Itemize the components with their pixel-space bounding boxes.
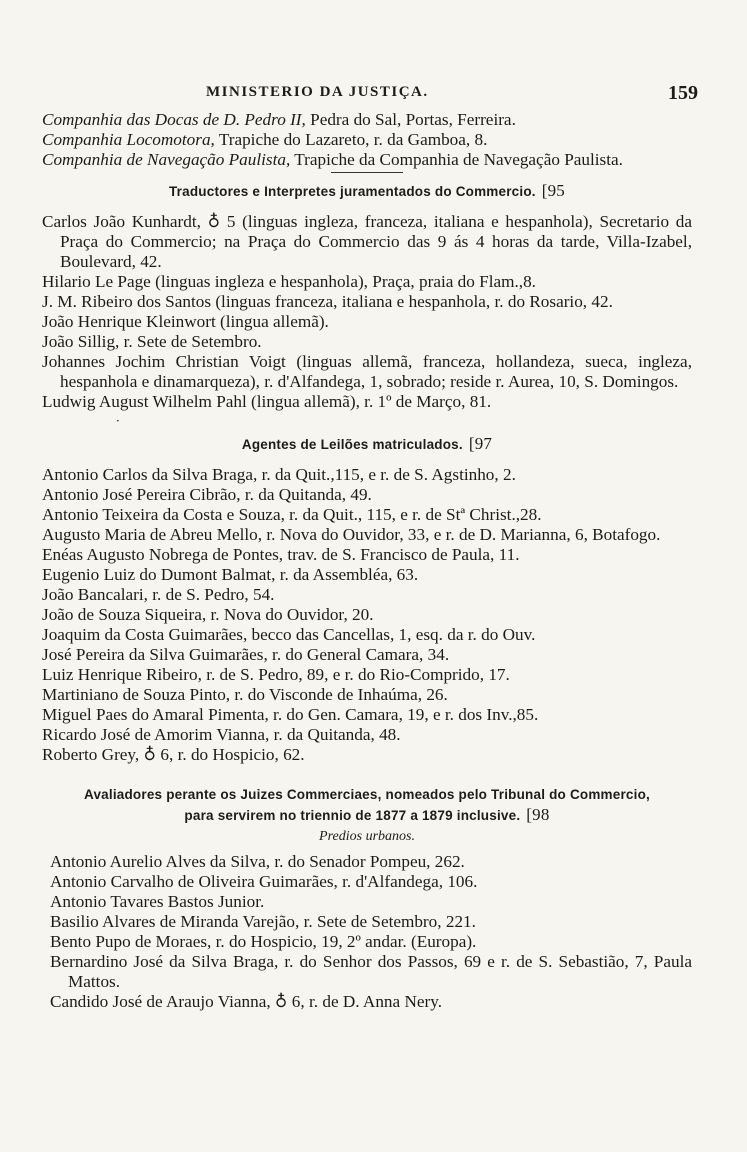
spacer <box>42 765 692 777</box>
section-heading-translators: Traductores e Interpretes juramentados do Commercio. [95 <box>168 181 565 200</box>
list-item: João Henrique Kleinwort (lingua allemã). <box>42 312 329 331</box>
list-item: Hilario Le Page (linguas ingleza e hespanhola), Praça, praia do Flam.,8. <box>42 272 536 291</box>
list-item: Enéas Augusto Nobrega de Pontes, trav. de S. Francisco de Paula, 11. <box>42 545 520 564</box>
list-item: Bernardino José da Silva Braga, r. do Senhor dos Passos, 69 e r. de S. Sebastião, 7, Paula Mattos. <box>50 952 692 991</box>
list-item: Luiz Henrique Ribeiro, r. de S. Pedro, 89, e r. do Rio-Comprido, 17. <box>42 665 510 684</box>
list-item: João de Souza Siqueira, r. Nova do Ouvidor, 20. <box>42 605 374 624</box>
list-item: Augusto Maria de Abreu Mello, r. Nova do Ouvidor, 33, e r. de D. Marianna, 6, Botafogo. <box>42 525 661 544</box>
list-item: Bento Pupo de Moraes, r. do Hospicio, 19, 2º andar. (Europa). <box>50 932 477 951</box>
list-item: João Bancalari, r. de S. Pedro, 54. <box>42 585 275 604</box>
document-page <box>42 82 698 1012</box>
page-header <box>42 82 698 110</box>
companies-list <box>42 110 692 170</box>
list-item: Antonio Aurelio Alves da Silva, r. do Senador Pompeu, 262. <box>50 852 465 871</box>
list-item: Antonio Tavares Bastos Junior. <box>50 892 265 911</box>
company-entry: Companhia de Navegação Paulista, Trapiche da Companhia de Navegação Paulista. <box>42 150 623 169</box>
list-item: José Pereira da Silva Guimarães, r. do General Camara, 34. <box>42 645 450 664</box>
company-entry: Companhia Locomotora, Trapiche do Lazareto, r. da Gamboa, 8. <box>42 130 488 149</box>
list-item: João Sillig, r. Sete de Setembro. <box>42 332 262 351</box>
list-item: Eugenio Luiz do Dumont Balmat, r. da Assembléa, 63. <box>42 565 419 584</box>
list-item: J. M. Ribeiro dos Santos (linguas franceza, italiana e hespanhola, r. do Rosario, 42. <box>42 292 613 311</box>
list-item: Johannes Jochim Christian Voigt (linguas allemã, franceza, hollandeza, sueca, ingleza, hespanhola e dinamarqueza), r. d'Alfandega, 1, sobrado; reside r. Aurea, 10, S. Domingos. <box>42 352 692 391</box>
list-item: Martiniano de Souza Pinto, r. do Visconde de Inhaúma, 26. <box>42 685 448 704</box>
list-item: Candido José de Araujo Vianna, ♁ 6, r. de D. Anna Nery. <box>50 992 442 1011</box>
subsection-heading: Predios urbanos. <box>319 829 415 844</box>
list-item: Ricardo José de Amorim Vianna, r. da Quitanda, 48. <box>42 725 401 744</box>
running-title: MINISTERIO DA JUSTIÇA. <box>206 84 429 100</box>
section-heading-appraisers: Avaliadores perante os Juizes Commerciaes, nomeados pelo Tribunal do Commercio, para servirem no triennio de 1877 a 1879 inclusive. [98 <box>84 787 650 824</box>
list-item: Carlos João Kunhardt, ♁ 5 (linguas ingleza, franceza, italiana e hespanhola), Secretario da Praça do Commercio; na Praça do Commercio das 9 ás 4 horas da tarde, Villa-Izabel, Boulevard, 42. <box>42 212 692 271</box>
page-number: 159 <box>668 82 698 104</box>
list-item: Joaquim da Costa Guimarães, becco das Cancellas, 1, esq. da r. do Ouv. <box>42 625 536 644</box>
appraisers-list <box>42 852 692 1012</box>
auctioneers-list <box>42 465 692 765</box>
list-item: Antonio Carvalho de Oliveira Guimarães, r. d'Alfandega, 106. <box>50 872 478 891</box>
section-heading-auctioneers: Agentes de Leilões matriculados. [97 <box>241 434 493 453</box>
stray-mark: · <box>116 414 120 428</box>
list-item: Miguel Paes do Amaral Pimenta, r. do Gen. Camara, 19, e r. dos Inv.,85. <box>42 705 539 724</box>
list-item: Basilio Alvares de Miranda Varejão, r. Sete de Setembro, 221. <box>50 912 476 931</box>
list-item: Antonio José Pereira Cibrão, r. da Quitanda, 49. <box>42 485 372 504</box>
section-divider <box>331 172 403 173</box>
list-item: Antonio Carlos da Silva Braga, r. da Quit.,115, e r. de S. Agstinho, 2. <box>42 465 516 484</box>
list-item: Antonio Teixeira da Costa e Souza, r. da Quit., 115, e r. de Stª Christ.,28. <box>42 505 542 524</box>
translators-list <box>42 212 692 412</box>
company-entry: Companhia das Docas de D. Pedro II, Pedra do Sal, Portas, Ferreira. <box>42 110 516 129</box>
list-item: Roberto Grey, ♁ 6, r. do Hospicio, 62. <box>42 745 305 764</box>
list-item: Ludwig August Wilhelm Pahl (lingua allemã), r. 1º de Março, 81. <box>42 392 492 411</box>
